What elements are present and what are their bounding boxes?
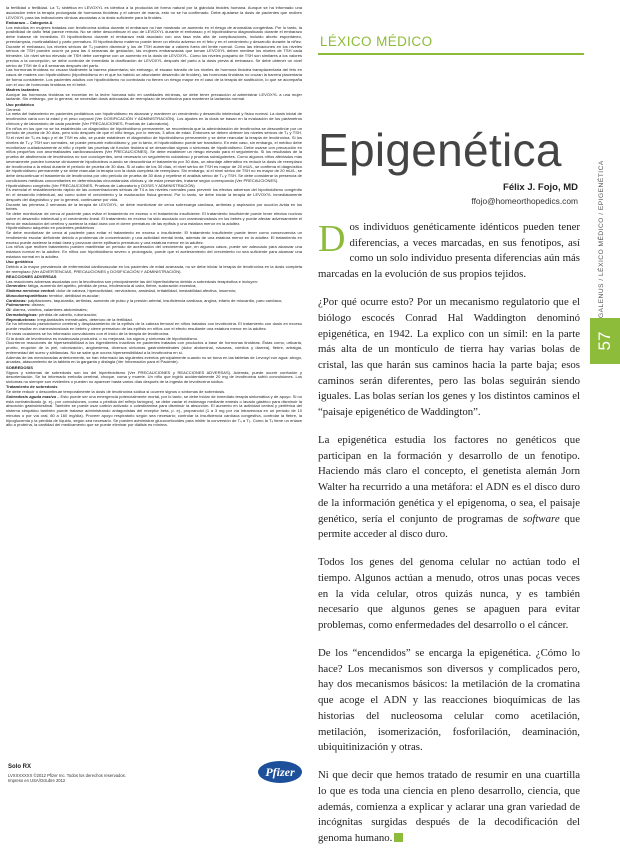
pi-item-lead: Reproductoras: (6, 316, 37, 322)
article-column (318, 0, 584, 845)
page-number-tab (590, 318, 620, 364)
pi-item-text: irregularidades menstruales, deterioro de la fertilidad. (36, 316, 133, 322)
pi-paragraph: Hipotiroidismo adquirido en pacientes pediátricos (6, 225, 95, 231)
drop-cap: D (318, 218, 346, 260)
paragraph-2: ¿Por qué ocurre esto? Por un mecanismo regulatorio que el biólogo escocés Conrad Hal Waddington denominó epigenética, en 1942. La explico con un símil: en la parte más alta de un montículo de tierra hay varias bolas de cristal, las que harán sus caminos hacia la parte baja; esos caminos serán diferentes, pero las bolas seguirán siendo iguales. Las bolas serían los genes y los distintos caminos el “paisaje epigenético de Waddington”. (318, 296, 580, 419)
pi-paragraph: Si la dosis de levotiroxina es inadecuada producirá, o no mejorará, los signos y síntomas de hipotiroidismo. (6, 335, 199, 341)
paragraph-1-text: os individuos genéticamente idénticos pueden tener diferencias, a veces marcadas, en sus fenotipos, así como un solo individuo presenta diferencias aún más marcadas en la evolución de sus propios tejidos. (318, 221, 580, 281)
pfizer-logo: Pfizer (258, 761, 302, 783)
pi-item-lead: Generales: (6, 283, 27, 289)
pi-paragraph: la fertilidad o fertilidad. La T₄ sintética en LEVOXYL es idéntica a la producida de forma natural por la glándula tiroides humana. Aunque se ha informado una asociación entre la terapia prolongada de hormonas tiroideas y el cáncer de mama, esto no se ha confirmado. Debe ajustarse la dosis de pacientes que reciben LEVOXYL para las indicaciones clínicas asociadas a la dosis suficiente para la tiroides. (6, 6, 302, 20)
pi-paragraph: En niños en los que no se ha establecido un diagnóstico de hipotiroidismo permanente, se recomienda que la administración de levotiroxina se descontinúe por un periodo de prueba de 30 días, pero sólo después de que el niño tenga, por lo menos, 3 años de edad. Entonces se deben obtener los niveles séricos de T₄ y TSH. Si el nivel de T₄ es bajo y el de TSH es alto, se puede establecer el diagnóstico de hipotiroidismo permanente y se debe reanudar la terapia de levotiroxina. Si los niveles de T₄ y TSH son normales, se puede presumir eutiroidismo y, por lo tanto, el hipotiroidismo puede ser transitorio. En este caso, sin embargo, el médico debe monitorizar cuidadosamente al niño y repetir las pruebas de función tiroidea si se desarrollan signos o síntomas de hipotiroidismo. Debe usarse con precaución en niños pequeños con anormalidades cardiovasculares (Ver PRECAUCIONES). Se debe establecer un riesgo elevado para el seguimiento. Si los resultados de la prueba de abstinencia de levotiroxina no son concluyentes, será necesario un seguimiento cuidadoso y pruebas subsiguientes. Como algunos niños afectados más severamente pueden tornarse clínicamente hipotiroideos cuando se descontinúa el tratamiento por 30 días, un abordaje alternativo es reducir la dosis de reemplazo de levotiroxina a la mitad durante el periodo de prueba de 30 días. Si al cabo de los 30 días, el nivel sérico de TSH es mayor de 20 mU/L, se confirma el diagnóstico de hipotiroidismo permanente y se debe reanudar la terapia con la dosis completa de reemplazo. Sin embargo, si el nivel sérico de TSH no es mayor de 20 mU/L, se debe descontinuar el tratamiento de levotiroxina por otro periodo de prueba de 30 días y repetirse el análisis sérico de T₄ y TSH. Se debe considerar la presencia de condiciones médicas concomitantes en determinadas circunstancias clínicas y, de estar presentes, tratarse según corresponda (Ver PRECAUCIONES). (6, 125, 302, 183)
pi-paragraph: Se debe monitorizar de cerca al paciente para evitar el tratamiento en exceso o el tratamiento insuficiente. El tratamiento insuficiente puede tener efectos nocivos sobre el desarrollo intelectual y el crecimiento lineal. El tratamiento en exceso ha sido asociado con craneosinostosis en los bebés y puede afectar adversamente el ritmo de maduración del cerebro y acelerar la edad ósea con el cierre prematuro de las epífisis y una estatura menor en la adultez. (6, 211, 302, 226)
pi-paragraph: Se debe monitorizar de cerca al paciente para evitar el tratamiento en exceso o insuficiente. El tratamiento insuficiente puede tener como consecuencia un rendimiento escolar deficiente debido a problemas de concentración y una actividad mental lenta, además de una estatura menor en la adultez. El tratamiento en exceso puede acelerar la edad ósea y provocar cierre epifisario prematuro y una estatura menor en la adultez. (6, 230, 302, 245)
pi-heading: SOBREDOSIS (6, 364, 33, 370)
pi-paragraph: Los niños que reciben tratamiento pueden manifestar un periodo de aceleración del crecimiento que, en algunos casos, puede ser adecuado para alcanzar una estatura normal en la adultez. En niños con hipotiroidismo severo o prolongado, puede que el aceleramiento del crecimiento no sea suficiente para alcanzar una estatura normal en la adultez. (6, 244, 302, 259)
byline (471, 182, 578, 206)
paragraph-1 (318, 220, 580, 283)
pi-adverse-item (6, 395, 302, 428)
pi-paragraph: Además de las mencionadas anteriormente, se han informado las siguientes eventos principalmente cuando no se toma en las tabletas de Levoxyl con agua: ahogo, arcadas, atascamiento de la tableta en la garganta y disfagia (Ver Información para el Paciente). (6, 354, 302, 365)
page-side-bar (590, 0, 620, 802)
pi-paragraph: Las reacciones adversas asociadas con la levotiroxina son principalmente las del hipertiroidismo debido a sobredosis terapéutica e incluyen: (6, 278, 258, 284)
pi-item-lead: Sistema nervioso central: (6, 288, 56, 294)
section-heading: LÉXICO MÉDICO (320, 34, 433, 49)
pi-item-text: palpitaciones, taquicardia, arritmias, aumento de pulso y la presión arterial, insuficiencia cardíaca, angina, infarto de miocardio, paro cardíaco; (26, 297, 283, 303)
paragraph-5: De los “encendidos” se encarga la epigenética. ¿Cómo lo hace? Los mecanismos son diversos y complicados pero, hay dos mecanismos básicos: la metilación de la cromatina que acoge el ADN y las reacciones bioquímicas de las historias del nucleosoma celular como acetilación, metilación, isomerización, fosforilación, deaminación, ubiquitinización y otras. (318, 647, 580, 754)
pi-item-text: fatiga, aumento del apetito, pérdida de peso, intolerancia al calor, fiebre, sudoración excesiva; (26, 283, 197, 289)
paragraph-4: Todos los genes del genoma celular no actúan todo el tiempo. Algunos actúan a menudo, otros unas pocas veces en la vida celular, otros quizás nunca, y es también necesario que algunos genes se apaguen para evitar problemas, como enfermedades del desarrollo o el cáncer. (318, 556, 580, 632)
prescribing-info-column (6, 6, 302, 796)
author-email[interactable]: ffojo@homeorthopedics.com (471, 196, 578, 206)
pi-adverse-item (6, 299, 302, 304)
pi-paragraph: Se debe reducir o descontinuar temporalmente la dosis de levotiroxina sódica si ocurren signos o síntomas de sobredosis. (6, 389, 226, 395)
article-body (318, 220, 580, 859)
pi-item-lead: Musculoesqueléticas: (6, 292, 49, 298)
pi-paragraph: Es esencial el restablecimiento rápido de las concentraciones séricas de T4 a los niveles normales para prevenir los efectos adversos del hipotiroidismo congénito en el desarrollo intelectual, así como sobre el crecimiento y la maduración física general. Por lo tanto, se debe iniciar la terapia de LEVOXYL inmediatamente después del diagnóstico y por lo general, continuarse por vida. (6, 187, 302, 202)
legal-line-1: LVXXXXXXX ©2012 Pfizer Inc. Todos los derechos reservados. (8, 773, 126, 778)
pi-item-text: disnea; (30, 302, 45, 308)
paragraph-3-text-a: La epigenética estudia los factores no genéticos que participan en la formación y desarrollo de un fenotipo. Haciendo más claro el concepto, el genetista alemán Jorn Walter ha recurrido a una metáfora: el ADN es el disco duro de la información genética y el epigenoma, o sea, el paisaje genético, sería el conjunto de programas de (318, 434, 580, 525)
paragraph-3-emphasis: software (522, 512, 560, 525)
pi-paragraph: Hipotiroidismo congénito (Ver PRECAUCIONES, Pruebas de Laboratorio y DOSIS Y ADMINISTRACIÓN) (6, 182, 195, 188)
legal-notice (8, 773, 126, 783)
pi-item-text: temblor, debilidad muscular; (48, 292, 100, 298)
pi-item-text: diarrea, vómitos, calambres abdominales; (11, 307, 88, 313)
paragraph-6-text: Ni que decir que hemos tratado de resumir en una cuartilla lo que es toda una ciencia en pleno desarrollo, ciencia, que además, comienza a explicar y aclarar una gran variedad de incógnitas surgidas después de la decodificación del genoma humano. (318, 769, 580, 845)
pi-heading: Embarazo – Categoría A (6, 19, 53, 25)
pi-heading: Madres lactantes (6, 86, 39, 92)
pi-item-text: dolor de cabeza, hiperactividad, nerviosismo, ansiedad, irritabilidad, inestabilidad afectiva, insomnio; (55, 288, 237, 294)
pi-item-lead: Sobredosis aguda masiva (6, 393, 56, 399)
pi-item-lead: Dermatológicas: (6, 311, 38, 317)
article-title: Epigenética (318, 124, 562, 176)
page-number: 57 (595, 331, 614, 351)
pi-heading: Uso pediátrico (6, 101, 35, 107)
paragraph-6 (318, 768, 580, 847)
paragraph-3-text-b: que permite acceder al disco duro. (318, 512, 581, 541)
pi-heading: Uso geriátrico (6, 259, 34, 265)
pi-paragraph: Durante las primeras 2 semanas de la terapia de LEVOXYL, se debe monitorizar de cerca sobrecarga cardíaca, arritmias y aspiración por succión ávida en los bebés. (6, 201, 302, 212)
pi-paragraph: Los estudios en mujeres tratadas con levotiroxina sódica durante el embarazo no han mostrado un aumento en el riesgo de anomalías congénitas. Por lo tanto, la posibilidad de daño fetal parece remota. No se debe descontinuar el uso de LEVOXYL durante el embarazo y el hipotiroidismo diagnosticado durante el embarazo debe tratarse de inmediato. El hipotiroidismo durante el embarazo está asociado con una tasa más alta de complicaciones, incluido aborto espontáneo, preeclampsia, mortinatalidad y parto prematuro. El hipotiroidismo materno puede tener un efecto adverso en el feto y en el crecimiento y desarrollo durante la niñez. Durante el embarazo, los niveles séricos de T₄ pueden disminuir y los de TSH aumentar a valores fuera del límite normal. Como las elevaciones en los niveles séricos de TSH pueden ocurrir ya para las 4 semanas de gestación, las mujeres embarazadas que toman LEVOXYL deben medirse los niveles de TSH cada trimestre. Un nivel sérico elevado de TSH debe corregirse con un aumento en la dosis de LEVOXYL. Como los niveles posparto de TSH son similares a los valores previos a la concepción, se debe controlar de inmediato la dosificación de LEVOXYL después del parto a la dosis previa al embarazo. Se debe obtener un nivel sérico de TSH de 6 a 8 semanas después del parto. (6, 24, 302, 68)
section-rule (318, 53, 584, 55)
pi-paragraph: Aunque las hormonas tiroideas se excretan en la leche humana sólo en cantidades mínimas, se debe tener precaución al administrar LEVOXYL a una mujer lactante. Sin embargo, por lo general, se necesitan dosis adecuadas de reemplazo de levotiroxina para mantener la lactancia normal. (6, 91, 302, 102)
pi-paragraph: Signos y síntomas de sobredosis son los del hipertiroidismo (Ver PRECAUCIONES y REACCIONES ADVERSAS). Además, puede ocurrir confusión y desorientación. Se ha informado embolia cerebral, choque, coma y muerte. Un niño que ingirió accidentalmente 20 mg de levotiroxina sufrió convulsiones. Los síntomas no siempre son evidentes o pueden no aparecer hasta varios días después de la ingesta de levotiroxina sódica. (6, 369, 302, 385)
running-head: GALENUS / LÉXICO MÉDICO / EPIGENÉTICA (598, 160, 605, 318)
pi-paragraph: Ocurrieron reacciones de hipersensibilidad a los ingredientes inactivos en pacientes tratados con productos a base de hormonas tiroideas. Éstas como, urticaria, prurito, erupción de la piel, ruborización, angioedema, diversos síntomas gastrointestinales (dolor abdominal, náuseas, vómitos y diarrea), fiebre, artralgia, enfermedad del suero y sibilancias. No se sabe que ocurra hipersensibilidad a la levotiroxina en sí. (6, 340, 302, 355)
pi-item-text: – Esto puede ser una emergencia potencialmente mortal, por lo tanto, se debe iniciar de inmediato terapia sintomática y de apoyo. Si no está contraindicado (p. ej., por convulsiones, coma o pérdida del reflejo faríngeo), se debe vaciar el estómago mediante emesis o lavado gástrico para disminuir la absorción gastrointestinal. También se puede usar carbón activado o colestiramina para disminuir la absorción. El aumento en la actividad central y periférica del sistema simpático también puede tratarse administrando antagonistas del receptor beta, p. ej., propranolol (1 a 3 mg por vía intravenosa en un periodo de 10 minutos o por vía oral, 80 a 160 mg/día). Proveer apoyo respiratorio según sea necesario; controlar la insuficiencia cardíaca congestiva, controlar la fiebre, la hipoglucemia y la pérdida de líquido, según sea necesario. Se pueden administrar glucocorticoides para inhibir la conversión de T₄ a T₃. Como la T₄ tiene un enlace alto a proteína, la cantidad del medicamento que se puede eliminar por diálisis es mínima. (6, 393, 302, 428)
pi-item-text: pérdida de cabello, ruborización; (37, 311, 98, 317)
pi-heading: Tratamiento de sobredosis (6, 384, 58, 390)
pi-heading: REACCIONES ADVERSAS (6, 273, 57, 279)
pi-paragraph: La meta del tratamiento en pacientes pediátricos con hipotiroidismo es alcanzar y mantener un crecimiento y desarrollo intelectual y físico normal. La dosis inicial de levotiroxina varía con la edad y el peso corporal (Ver DOSIFICACIÓN Y ADMINISTRACIÓN). Los ajustes en la dosis se basan en la evaluación de los parámetros clínicos y de laboratorio de cada paciente (Ver PRECAUCIONES, Pruebas de Laboratorio). (6, 111, 302, 126)
author-name: Félix J. Fojo, MD (503, 182, 578, 193)
pi-paragraph: En raras ocasiones se ha informado convulsiones con el inicio de la terapia de levotiroxina. (6, 330, 170, 336)
pi-paragraph: Debido a la mayor prevalencia de enfermedad cardiovascular en los pacientes de edad avanzada, no se debe iniciar la terapia de levotiroxina en la dosis completa de reemplazo (Ver ADVERTENCIAS, PRECAUCIONES y DOSIFICACIÓN Y ADMINISTRACIÓN). (6, 263, 302, 274)
pi-paragraph: General (6, 106, 21, 112)
paragraph-3 (318, 433, 580, 543)
pi-item-lead: Pulmonares: (6, 302, 31, 308)
solo-rx-label: Solo RX (8, 764, 32, 770)
end-mark-icon (394, 833, 403, 842)
pi-paragraph: Se ha informado pseudotumor cerebral y desplazamiento de la epífisis de la cabeza femoral en niños tratados con levotiroxina. El tratamiento con dosis en exceso puede resultar en craneosinostosis en bebés y cierre prematuro de las epífisis en niños con el efecto resultante una estatura menor en la adultez. (6, 321, 302, 332)
pi-paragraph: Las hormonas tiroideas no cruzan fácilmente la barrera placentaria; sin embargo, el escaso tránsito de los niveles de hormona tiroidea transplacentaria del feto en casos de madres con hipotiroidismo (hipotiroidismo en el que ha habido un abundante desarrollo de tiroides), las hormonas tiroideas no cruzan la barrera placentaria de forma consistente. Los pacientes adultos con hipotiroidismo no controlado no tienen un riesgo mayor en el caso de la terapia de sustitución, lo que se acompaña con el uso de hormonas tiroideas en el bebé. (6, 67, 302, 87)
pi-item-lead: GI: (6, 307, 12, 313)
legal-line-2: Impreso en USA/Octubre 2012 (8, 778, 66, 783)
pi-item-lead: Cardíacas: (6, 297, 27, 303)
